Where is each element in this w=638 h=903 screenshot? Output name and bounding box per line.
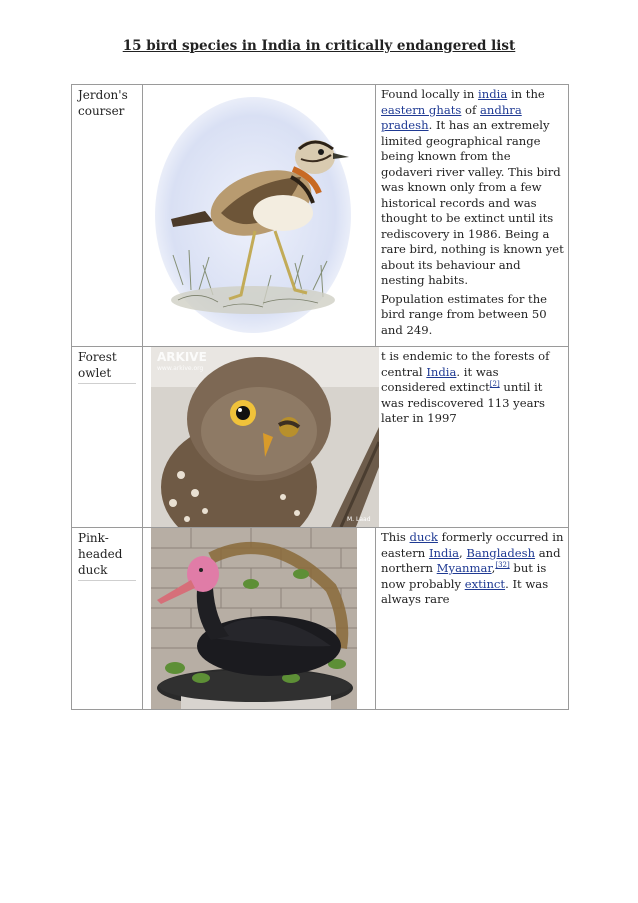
description-text: This <box>381 530 410 544</box>
arkive-watermark: ARKIVE <box>157 350 207 364</box>
bird-image-cell <box>143 85 376 347</box>
table-row <box>72 528 569 710</box>
wiki-link[interactable]: india <box>478 87 508 101</box>
bird-name: Pink-headed duck <box>78 531 123 577</box>
bird-table <box>71 84 569 710</box>
bird-image-cell <box>143 347 376 528</box>
wiki-link[interactable]: Myanmar <box>436 561 492 575</box>
description-text: , <box>491 561 496 575</box>
forest-owlet-image <box>151 347 379 527</box>
description-text: of <box>461 102 481 117</box>
description-text: and northern <box>381 545 561 575</box>
description-paragraph <box>381 87 564 289</box>
wiki-link[interactable]: andhra pradesh <box>381 102 522 132</box>
description-text: , <box>459 545 467 560</box>
description-text: formerly occurred in eastern <box>381 530 564 560</box>
wiki-link[interactable]: India <box>428 545 460 560</box>
bird-name: Jerdon's courser <box>78 88 128 118</box>
divider <box>78 580 136 581</box>
bird-name-cell <box>72 85 143 347</box>
wiki-link[interactable]: duck <box>409 530 438 544</box>
table-row <box>72 85 569 347</box>
bird-description <box>376 347 568 427</box>
description-text: . It was always rare <box>381 576 549 606</box>
wiki-link[interactable]: India <box>426 364 457 379</box>
photo-credit: M. Laad <box>347 516 371 523</box>
description-paragraph <box>381 349 564 427</box>
bird-name-cell <box>72 347 143 528</box>
wiki-link[interactable]: Bangladesh <box>466 545 536 560</box>
bird-name-cell <box>72 528 143 710</box>
citation-link[interactable]: [2] <box>489 380 500 389</box>
description-paragraph: Population estimates for the bird range from between 50 and 249. <box>381 291 548 337</box>
description-text: t is endemic to the forests of central <box>381 349 550 379</box>
bird-description <box>376 85 568 338</box>
arkive-url-watermark: www.arkive.org <box>157 365 204 372</box>
bird-image-cell <box>143 528 376 710</box>
pink-headed-duck-image <box>151 528 357 709</box>
divider <box>78 383 136 384</box>
bird-name: Forest owlet <box>78 350 117 380</box>
description-text: until it was rediscovered 113 years later in 1997 <box>381 380 545 425</box>
page-title: 15 bird species in India in critically endangered list <box>122 38 516 54</box>
description-text: . It has an extremely limited geographical range being known from the godaveri river valley. This bird was known only from a few historical records and was thought to be extinct until its rediscovery in 1986. Being a rare bird, nothing is known yet about its behaviour and nesting habits. <box>381 118 564 287</box>
bird-description-cell <box>376 528 569 710</box>
citation-link[interactable]: [32] <box>495 561 510 570</box>
description-text: in the <box>507 87 545 101</box>
description-text: . it was considered extinct <box>381 364 499 394</box>
table-row <box>72 347 569 528</box>
bird-description-cell <box>376 85 569 347</box>
bird-description <box>376 528 568 608</box>
description-paragraph <box>381 530 564 608</box>
jerdons-courser-image <box>143 85 359 345</box>
description-text: Found locally in <box>381 87 479 101</box>
wiki-link[interactable]: extinct <box>464 576 506 591</box>
wiki-link[interactable]: eastern ghats <box>381 102 462 117</box>
bird-description-cell <box>376 347 569 528</box>
description-text: but is now probably <box>381 561 547 591</box>
